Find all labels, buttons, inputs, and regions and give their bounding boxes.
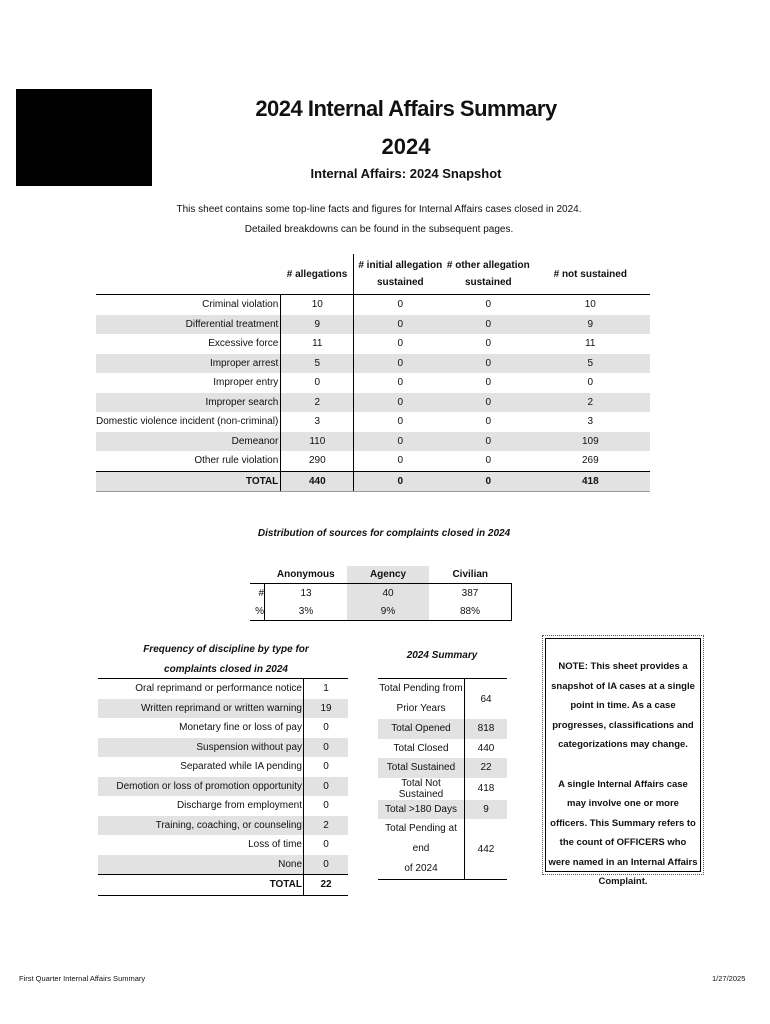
table-row: Monetary fine or loss of pay 0 [98,718,348,738]
col-initial-sustained: # initial allegation sustained [358,260,443,288]
table-row: Criminal violation 10 0 0 10 [96,295,650,315]
page-title: 2024 Internal Affairs Summary [255,96,557,121]
footer-title: First Quarter Internal Affairs Summary [19,974,146,983]
table-total-row: TOTAL 22 [98,875,348,896]
table-row: % 3% 9% 88% [250,602,512,621]
table-row: Training, coaching, or counseling 2 [98,816,348,836]
discipline-title: Frequency of discipline by type for complaints closed in 2024 [143,644,309,675]
table-row: Excessive force 11 0 0 11 [96,334,650,354]
col-agency: Agency [347,566,429,584]
col-anonymous: Anonymous [276,569,335,580]
note-box [545,638,701,887]
note-paragraph: A single Internal Affairs case may involve one or more officers. This Summary refers to the count of OFFICERS who were named in an Internal Affairs Complaint. [548,778,698,887]
table-row: Discharge from employment 0 [98,796,348,816]
table-row: Oral reprimand or performance notice 1 [98,679,348,699]
table-row: Loss of time 0 [98,835,348,855]
table-row: Suspension without pay 0 [98,738,348,758]
table-row: Improper search 2 0 0 2 [96,393,650,413]
col-not-sustained: # not sustained [553,268,627,280]
table-row: Differential treatment 9 0 0 9 [96,315,650,335]
summary-title: 2024 Summary [406,650,478,661]
table-row: Demotion or loss of promotion opportunity 0 [98,777,348,797]
page-year: 2024 [381,134,431,159]
summary-table [378,678,507,880]
table-row: Improper arrest 5 0 0 5 [96,354,650,374]
note-paragraph: NOTE: This sheet provides a snapshot of IA cases at a single point in time. As a case progresses, classifications and categorizations may change. [551,661,695,750]
allegations-table [96,254,650,492]
table-row: Total Not Sustained 418 [378,778,507,800]
table-row: Domestic violence incident (non-criminal) 3 0 0 3 [96,412,650,432]
distribution-table [250,566,512,621]
table-row: Written reprimand or written warning 19 [98,699,348,719]
intro-text: This sheet contains some top-line facts and figures for Internal Affairs cases closed in 2024. Detailed breakdowns can be found in the subsequent pages. [176,204,582,235]
footer-date: 1/27/2025 [712,974,746,983]
table-row: Separated while IA pending 0 [98,757,348,777]
table-row: Total Pending at end of 2024 442 [378,819,507,880]
table-row: Total Opened 818 [378,719,507,739]
table-row: # 13 40 387 [250,584,512,603]
table-total-row: TOTAL 440 0 0 418 [96,471,650,492]
distribution-title: Distribution of sources for complaints closed in 2024 [257,528,511,539]
col-allegations: # allegations [281,254,354,295]
table-row: Other rule violation 290 0 0 269 [96,451,650,471]
page-subtitle: Internal Affairs: 2024 Snapshot [310,166,502,181]
col-civilian: Civilian [452,569,489,580]
table-row: Demeanor 110 0 0 109 [96,432,650,452]
discipline-table [98,678,348,896]
table-row: None 0 [98,855,348,875]
table-row: Total Closed 440 [378,739,507,759]
table-row: Total Pending from Prior Years 64 [378,679,507,720]
col-other-sustained: # other allegation sustained [446,260,530,288]
table-row: Total Sustained 22 [378,758,507,778]
table-row: Total >180 Days 9 [378,800,507,820]
table-row: Improper entry 0 0 0 0 [96,373,650,393]
